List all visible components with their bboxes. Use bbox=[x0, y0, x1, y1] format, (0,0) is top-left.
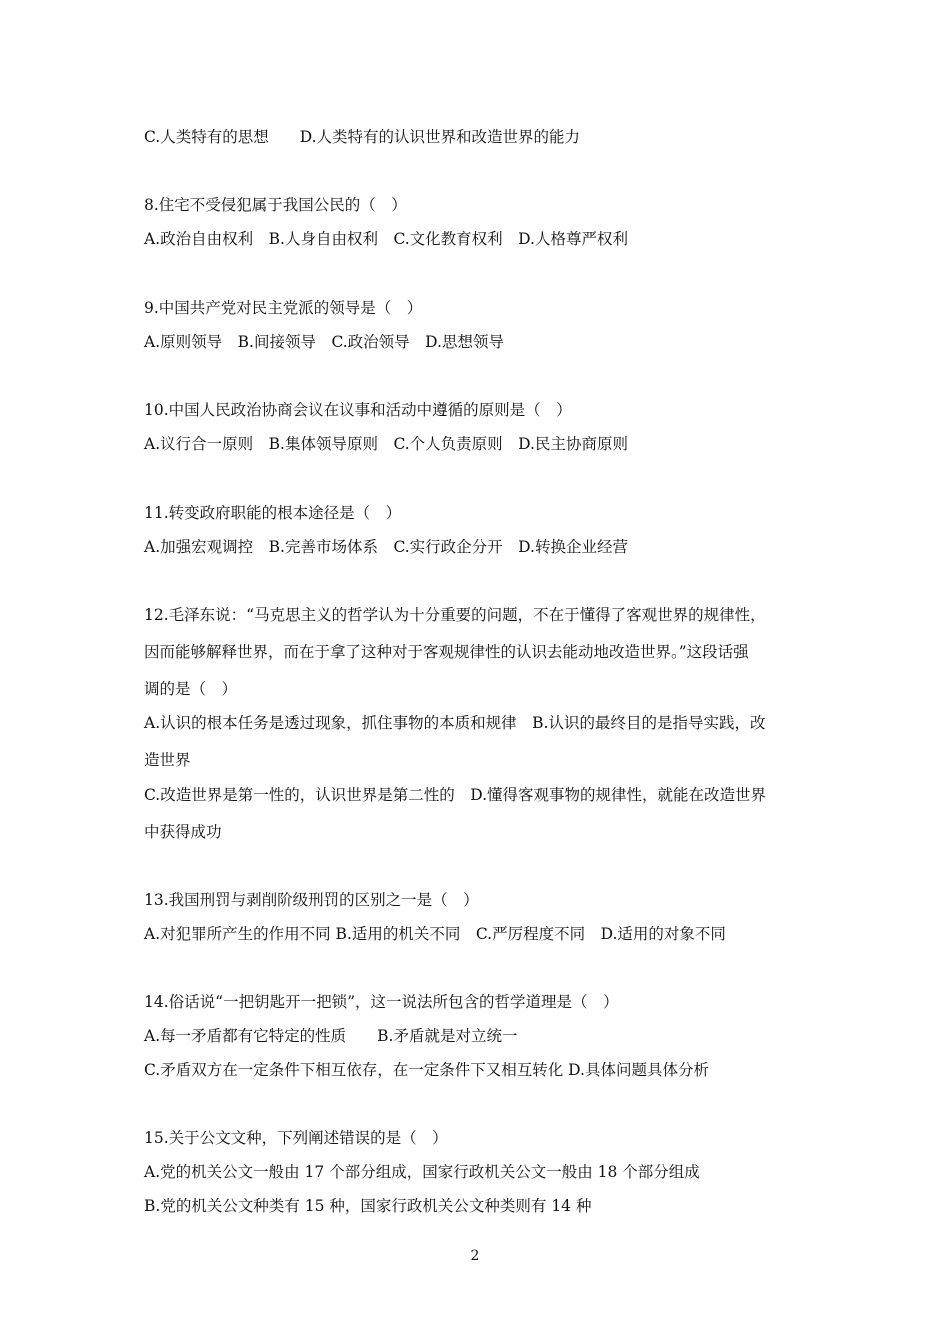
question-12-line-2: 因而能够解释世界，而在于拿了这种对于客观规律性的认识去能动地改造世界。”这段话强 bbox=[144, 643, 749, 661]
options-q8: A.政治自由权利 B.人身自由权利 C.文化教育权利 D.人格尊严权利 bbox=[144, 230, 628, 248]
options-q10: A.议行合一原则 B.集体领导原则 C.个人负责原则 D.民主协商原则 bbox=[144, 435, 628, 453]
options-q14-line-1: A.每一矛盾都有它特定的性质 B.矛盾就是对立统一 bbox=[144, 1027, 518, 1045]
options-q15-b: B.党的机关公文种类有 15 种，国家行政机关公文种类则有 14 种 bbox=[144, 1197, 592, 1215]
question-10: 10.中国人民政治协商会议在议事和活动中遵循的原则是（ ） bbox=[144, 401, 572, 419]
options-q12-line-2: 造世界 bbox=[144, 751, 191, 769]
option-line-q7-cd: C.人类特有的思想 D.人类特有的认识世界和改造世界的能力 bbox=[144, 128, 581, 146]
question-8: 8.住宅不受侵犯属于我国公民的（ ） bbox=[144, 196, 407, 214]
page-number: 2 bbox=[470, 1248, 480, 1264]
options-q12-line-1: A.认识的根本任务是透过现象，抓住事物的本质和规律 B.认识的最终目的是指导实践，改 bbox=[144, 714, 766, 732]
question-11: 11.转变政府职能的根本途径是（ ） bbox=[144, 504, 402, 522]
options-q15-a: A.党的机关公文一般由 17 个部分组成，国家行政机关公文一般由 18 个部分组成 bbox=[144, 1163, 700, 1181]
options-q14-line-2: C.矛盾双方在一定条件下相互依存，在一定条件下又相互转化 D.具体问题具体分析 bbox=[144, 1061, 709, 1079]
question-9: 9.中国共产党对民主党派的领导是（ ） bbox=[144, 299, 423, 317]
options-q13: A.对犯罪所产生的作用不同 B.适用的机关不同 C.严厉程度不同 D.适用的对象不同 bbox=[144, 925, 726, 943]
options-q9: A.原则领导 B.间接领导 C.政治领导 D.思想领导 bbox=[144, 333, 504, 351]
question-15: 15.关于公文文种，下列阐述错误的是（ ） bbox=[144, 1129, 448, 1147]
options-q11: A.加强宏观调控 B.完善市场体系 C.实行政企分开 D.转换企业经营 bbox=[144, 538, 628, 556]
options-q12-line-3: C.改造世界是第一性的，认识世界是第二性的 D.懂得客观事物的规律性，就能在改造世界 bbox=[144, 786, 767, 804]
options-q12-line-4: 中获得成功 bbox=[144, 823, 222, 841]
question-12-line-3: 调的是（ ） bbox=[144, 680, 238, 698]
question-12-line-1: 12.毛泽东说：“马克思主义的哲学认为十分重要的问题，不在于懂得了客观世界的规律性， bbox=[144, 606, 766, 624]
question-13: 13.我国刑罚与剥削阶级刑罚的区别之一是（ ） bbox=[144, 891, 479, 909]
question-14: 14.俗话说“一把钥匙开一把锁”，这一说法所包含的哲学道理是（ ） bbox=[144, 993, 619, 1011]
